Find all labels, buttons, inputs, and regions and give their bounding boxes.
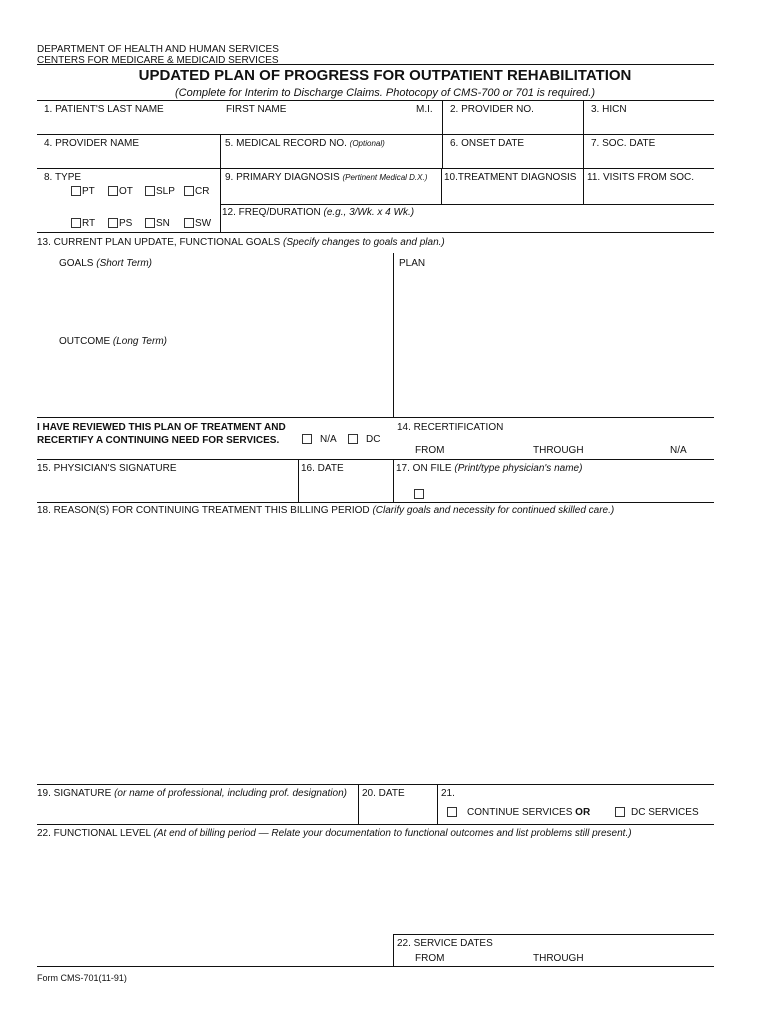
department-label: DEPARTMENT OF HEALTH AND HUMAN SERVICES [37,44,279,55]
type-ps-label: PS [119,218,133,229]
divider [220,134,221,232]
field-16-label: 16. DATE [301,463,344,474]
form-subtitle: (Complete for Interim to Discharge Claims. Photocopy of CMS-700 or 701 is required.) [174,87,595,99]
recert-na-label: N/A [670,445,687,456]
mi-label: M.I. [416,104,433,115]
rule [37,784,714,785]
type-sn-checkbox[interactable] [145,218,155,228]
service-from-label: FROM [415,953,445,964]
or-label: OR [575,807,591,818]
field-18-note: (Clarify goals and necessity for continued skilled care.) [372,505,615,516]
rule [37,459,714,460]
field-21-label: 21. [441,788,455,799]
field-19-note: (or name of professional, including prof. designation) [114,788,347,799]
field-5-note: (Optional) [349,139,385,148]
field-3-label: 3. HICN [591,104,627,115]
type-rt-label: RT [82,218,96,229]
field-12-label: 12. FREQ/DURATION (e.g., 3/Wk. x 4 Wk.) [222,207,415,218]
field-9-note: (Pertinent Medical D.X.) [342,173,428,182]
outcome-note: (Long Term) [112,336,167,347]
type-pt-label: PT [82,186,95,197]
field-22-note: (At end of billing period — Relate your documentation to functional outcomes and list problems still present.) [153,828,632,839]
field-2-label: 2. PROVIDER NO. [450,104,534,115]
field-19-label: 19. SIGNATURE (or name of professional, including prof. designation) [37,788,347,799]
rule [37,168,714,169]
continue-services-checkbox[interactable] [447,807,457,817]
type-cr-checkbox[interactable] [184,186,194,196]
service-dates-label: 22. SERVICE DATES [397,938,493,949]
rule [37,824,714,825]
first-name-label: FIRST NAME [226,104,287,115]
field-22-label: 22. FUNCTIONAL LEVEL (At end of billing period — Relate your documentation to functional outcomes and list problems still present.) [37,828,632,839]
field-17-note: (Print/type physician's name) [454,463,583,474]
recert-from-label: FROM [415,445,445,456]
rule [37,100,714,101]
type-rt-checkbox[interactable] [71,218,81,228]
form-id: Form CMS-701(11-91) [37,973,127,983]
rule [220,204,714,205]
field-17-label: 17. ON FILE (Print/type physician's name) [396,463,583,474]
field-13-label: 13. CURRENT PLAN UPDATE, FUNCTIONAL GOALS (Specify changes to goals and plan.) [37,237,445,248]
recertify-line-2: RECERTIFY A CONTINUING NEED FOR SERVICES. [37,435,280,446]
field-9-label: 9. PRIMARY DIAGNOSIS (Pertinent Medical D.X.) [225,172,428,183]
plan-label: PLAN [399,258,426,269]
divider [442,134,443,168]
field-20-label: 20. DATE [362,788,405,799]
type-sw-label: SW [195,218,212,229]
divider [393,253,394,418]
outcome-label: OUTCOME (Long Term) [59,336,167,347]
type-ot-label: OT [119,186,133,197]
goals-label: GOALS (Short Term) [59,258,153,269]
field-18-label: 18. REASON(S) FOR CONTINUING TREATMENT THIS BILLING PERIOD (Clarify goals and necessity for continued skilled care.) [37,505,615,516]
type-pt-checkbox[interactable] [71,186,81,196]
recertify-line-1: I HAVE REVIEWED THIS PLAN OF TREATMENT AND [37,422,286,433]
field-6-label: 6. ONSET DATE [450,138,525,149]
type-ps-checkbox[interactable] [108,218,118,228]
type-slp-checkbox[interactable] [145,186,155,196]
divider [583,100,584,134]
type-ot-checkbox[interactable] [108,186,118,196]
recertify-na-label: N/A [320,434,337,445]
recertify-na-checkbox[interactable] [302,434,312,444]
rule [393,934,714,935]
type-slp-label: SLP [156,186,175,197]
field-13-note: (Specify changes to goals and plan.) [282,237,445,248]
type-sn-label: SN [156,218,170,229]
field-1-label: 1. PATIENT'S LAST NAME [44,104,164,115]
divider [437,784,438,824]
continue-services-label: CONTINUE SERVICES OR [467,807,591,818]
divider [298,459,299,502]
rule [37,502,714,503]
divider [393,459,394,502]
field-10-label: 10.TREATMENT DIAGNOSIS [444,172,577,183]
field-8-label: 8. TYPE [44,172,82,183]
recert-through-label: THROUGH [533,445,584,456]
rule [37,232,714,233]
divider [393,934,394,966]
on-file-checkbox[interactable] [414,489,424,499]
centers-label: CENTERS FOR MEDICARE & MEDICAID SERVICES [37,55,279,66]
recertify-dc-checkbox[interactable] [348,434,358,444]
field-11-label: 11. VISITS FROM SOC. [587,172,695,183]
divider [442,100,443,134]
field-14-label: 14. RECERTIFICATION [397,422,504,433]
field-12-note: (e.g., 3/Wk. x 4 Wk.) [323,207,415,218]
field-15-label: 15. PHYSICIAN'S SIGNATURE [37,463,177,474]
rule [37,966,714,967]
header-rule [37,64,714,65]
field-5-label: 5. MEDICAL RECORD NO. (Optional) [225,138,385,149]
divider [583,168,584,204]
type-cr-label: CR [195,186,210,197]
field-4-label: 4. PROVIDER NAME [44,138,140,149]
divider [441,168,442,204]
dc-services-checkbox[interactable] [615,807,625,817]
divider [358,784,359,824]
rule [37,134,714,135]
form-title: UPDATED PLAN OF PROGRESS FOR OUTPATIENT REHABILITATION [138,67,632,84]
dc-services-label: DC SERVICES [631,807,699,818]
type-sw-checkbox[interactable] [184,218,194,228]
rule [37,417,714,418]
field-7-label: 7. SOC. DATE [591,138,656,149]
divider [583,134,584,168]
goals-note: (Short Term) [96,258,153,269]
recertify-dc-label: DC [366,434,381,445]
service-through-label: THROUGH [533,953,584,964]
